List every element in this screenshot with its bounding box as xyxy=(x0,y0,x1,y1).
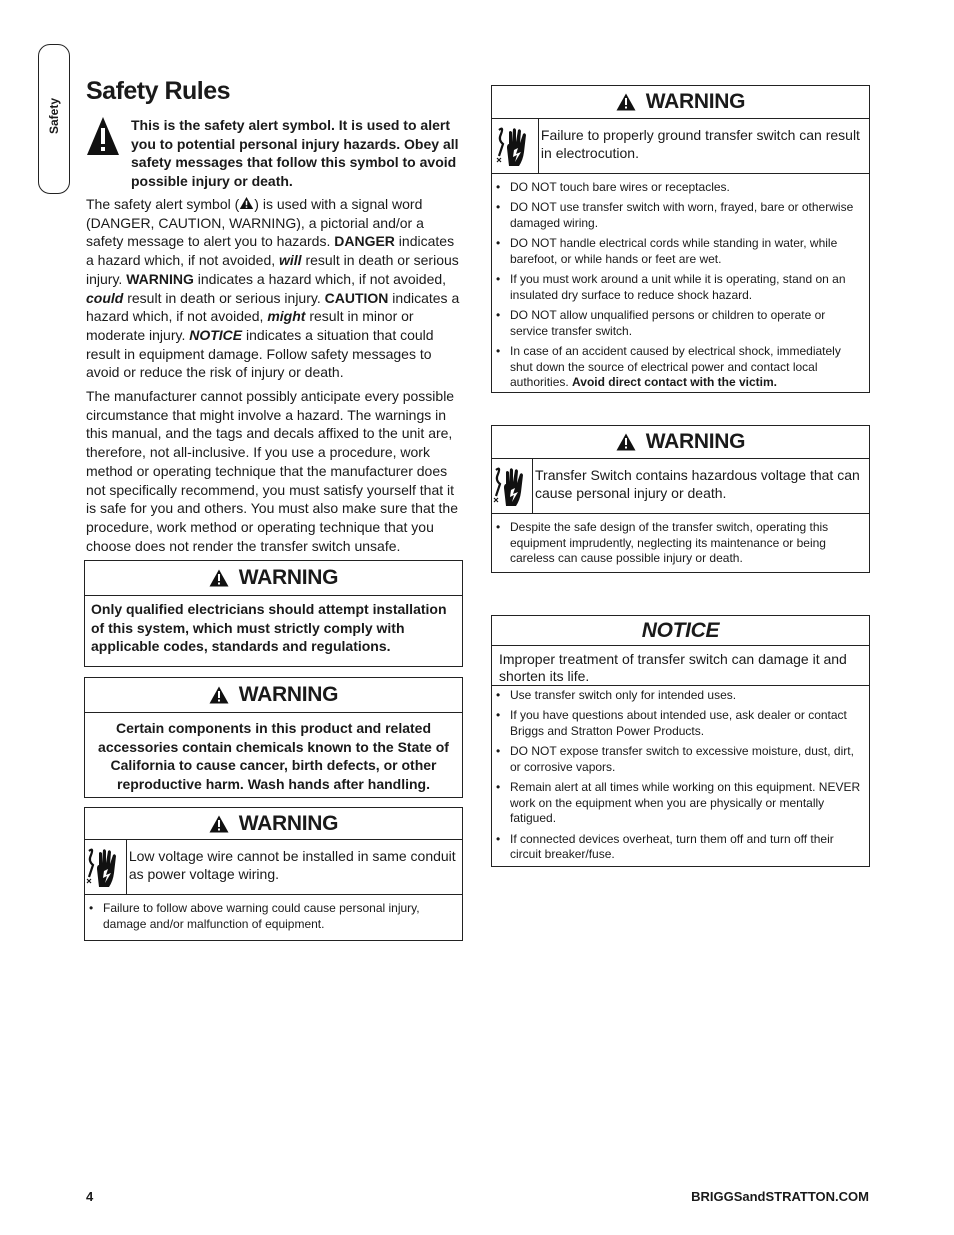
warning-triangle-icon xyxy=(209,686,229,704)
list-item: • If connected devices overheat, turn them off and turn off their circuit breaker/fuse. xyxy=(496,832,861,863)
warning-heading: WARNING xyxy=(492,86,869,119)
electrocution-hand-icon xyxy=(492,459,533,513)
footer-website: BRIGGSandSTRATTON.COM xyxy=(691,1189,869,1204)
warning-box-low-voltage xyxy=(84,807,463,941)
warning-triangle-icon xyxy=(86,116,120,156)
warning-icon-row xyxy=(492,459,869,514)
list-item: • Use transfer switch only for intended uses. xyxy=(496,688,861,704)
side-tab-label: Safety xyxy=(47,97,61,134)
warning-text: Low voltage wire cannot be installed in same conduit as power voltage wiring. xyxy=(128,848,456,882)
list-item: • DO NOT use transfer switch with worn, frayed, bare or otherwise damaged wiring. xyxy=(496,200,861,231)
warning-icon-row xyxy=(85,840,462,895)
list-item: • Remain alert at all times while working on this equipment. NEVER work on the equipment when you are physically or mentally fatigued. xyxy=(496,780,861,827)
warning-box-electricians xyxy=(84,560,463,667)
notice-heading: NOTICE xyxy=(492,616,869,646)
page-title: Safety Rules xyxy=(86,77,231,105)
list-item: • DO NOT handle electrical cords while standing in water, while barefoot, or while hands or feet are wet. xyxy=(496,236,861,267)
warning-box-hazardous-voltage xyxy=(491,425,870,573)
inline-warning-triangle-icon xyxy=(239,196,254,210)
notice-bullets xyxy=(492,686,869,871)
warning-triangle-icon xyxy=(209,569,229,587)
list-item: • Failure to follow above warning could cause personal injury, damage and/or malfunction of equipment. xyxy=(89,901,454,932)
warning-heading: WARNING xyxy=(85,678,462,713)
warning-heading: WARNING xyxy=(85,561,462,596)
list-item: • Despite the safe design of the transfer switch, operating this equipment imprudently, neglecting its maintenance or being careless can cause possible injury or death. xyxy=(496,520,861,567)
warning-box-california xyxy=(84,677,463,798)
warning-bullets xyxy=(492,514,869,575)
electrocution-hand-icon xyxy=(85,840,127,894)
electrocution-hand-icon xyxy=(492,119,539,173)
warning-box-ground xyxy=(491,85,870,393)
warning-triangle-icon xyxy=(209,815,229,833)
warning-icon-row xyxy=(492,119,869,174)
notice-box xyxy=(491,615,870,867)
intro-paragraph: The safety alert symbol ( ) is used with a signal word (DANGER, CAUTION, WARNING), a pictorial and/or a safety message to alert you to hazards. DANGER indicates a hazard which, if not avoided, will result in death or serious injury. WARNING indicates a hazard which, if not avoided, could result in death or serious injury. CAUTION indicates a hazard which, if not avoided, might result in minor or moderate injury. NOTICE indicates a situation that could result in equipment damage. Follow safety messages to avoid or reduce the risk of injury or death. xyxy=(86,196,460,381)
list-item: • DO NOT allow unqualified persons or children to operate or service transfer switch. xyxy=(496,308,861,339)
warning-text: Only qualified electricians should attempt installation of this system, which must strictly comply with applicable codes, standards and regulations. xyxy=(91,601,447,654)
warning-text: Certain components in this product and related accessories contain chemicals known to the State of California to cause cancer, birth defects, or other reproductive harm. Wash hands after handling. xyxy=(98,720,449,792)
list-item: • If you must work around a unit while it is operating, stand on an insulated dry surface to reduce shock hazard. xyxy=(496,272,861,303)
list-item: • In case of an accident caused by electrical shock, immediately shut down the source of electrical power and contact local authorities. Avoid direct contact with the victim. xyxy=(496,344,861,391)
warning-heading: WARNING xyxy=(492,426,869,459)
warning-heading: WARNING xyxy=(85,808,462,840)
warning-triangle-icon xyxy=(616,433,636,451)
list-item: • DO NOT expose transfer switch to excessive moisture, dust, dirt, or corrosive vapors. xyxy=(496,744,861,775)
warning-bullets xyxy=(492,174,869,399)
warning-text: Transfer Switch contains hazardous voltage that can cause personal injury or death. xyxy=(535,467,860,501)
list-item: • DO NOT touch bare wires or receptacles. xyxy=(496,180,861,196)
warning-text: Failure to properly ground transfer switch can result in electrocution. xyxy=(540,127,860,161)
warning-triangle-icon xyxy=(616,93,636,111)
alert-symbol-text: This is the safety alert symbol. It is used to alert you to potential personal injury hazards. Obey all safety messages that follow this symbol to avoid possible injury or death. xyxy=(131,117,459,189)
warning-bullets xyxy=(85,895,462,940)
list-item: • If you have questions about intended use, ask dealer or contact Briggs and Stratton Power Products. xyxy=(496,708,861,739)
page-number: 4 xyxy=(86,1189,94,1204)
manufacturer-paragraph: The manufacturer cannot possibly anticipate every possible circumstance that might involve a hazard. The warnings in this manual, and the tags and decals affixed to the unit are, therefore, not all-inclusive. If you use a procedure, work method or operating technique that the manufacturer does not specifically recommend, you must satisfy yourself that it is safe for you and others. You must also make sure that the procedure, work method or operating technique that you choose does not render the transfer switch unsafe. xyxy=(86,388,458,554)
notice-text: Improper treatment of transfer switch can damage it and shorten its life. xyxy=(492,646,869,686)
